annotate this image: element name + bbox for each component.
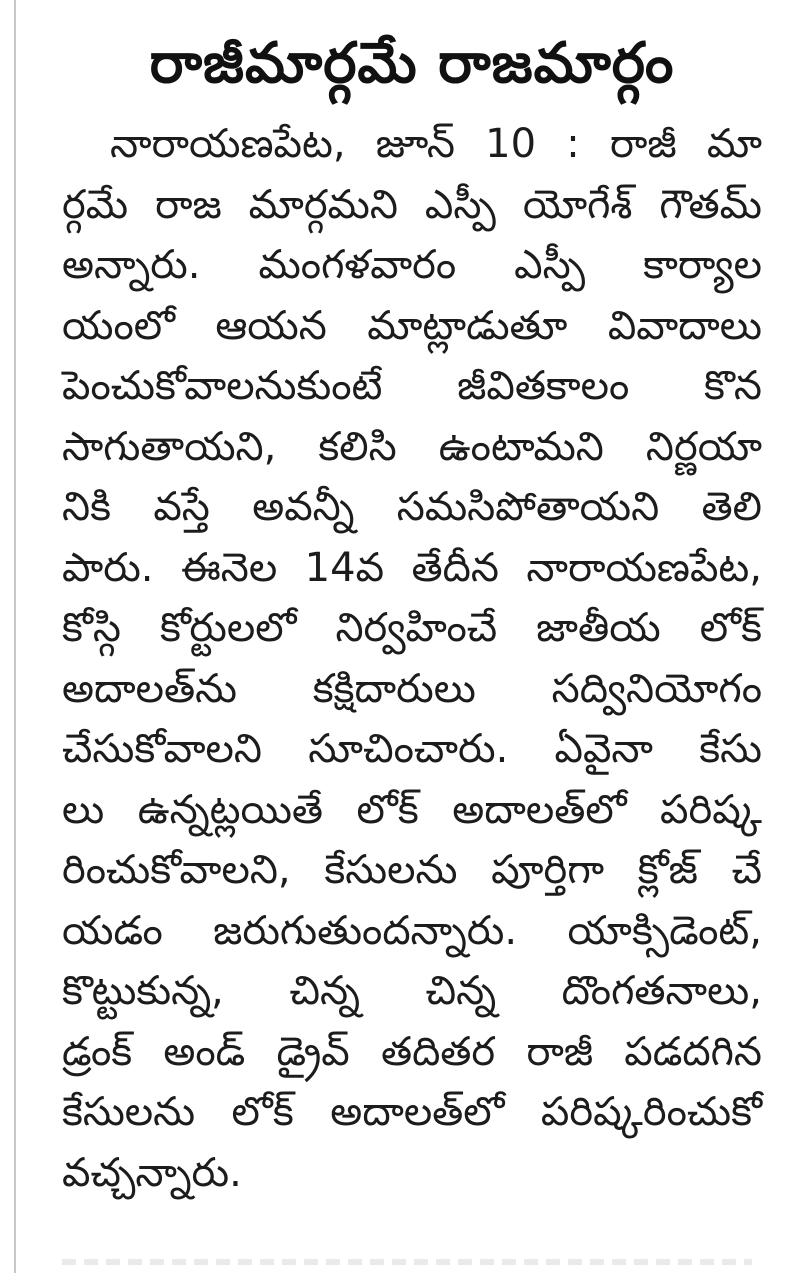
clipping-bottom-edge	[62, 1259, 752, 1265]
column-divider-rule	[14, 0, 16, 1273]
body-line: వచ్చన్నారు.	[62, 1149, 242, 1196]
body-line: యడం జరుగుతుందన్నారు. యాక్సిడెంట్,	[62, 907, 762, 954]
article	[62, 24, 762, 1203]
body-line: సాగుతాయని, కలిసి ఉంటామని నిర్ణయా	[62, 423, 762, 470]
body-line: కొట్టుకున్న, చిన్న చిన్న దొంగతనాలు,	[62, 968, 762, 1014]
body-line: లు ఉన్నట్లయితే లోక్ అదాలత్‌లో పరిష్క	[62, 786, 762, 833]
body-line: నారాయణపేట, జూన్ 10 : రాజీ మా	[110, 121, 762, 167]
body-line: పెంచుకోవాలనుకుంటే జీవితకాలం కొన	[62, 363, 762, 409]
body-line: నికి వస్తే అవన్నీ సమసిపోతాయని తెలి	[62, 484, 762, 530]
body-line: రించుకోవాలని, కేసులను పూర్తిగా క్లోజ్ చే	[62, 847, 762, 893]
body-line: పారు. ఈనెల 14వ తేదీన నారాయణపేట,	[62, 544, 762, 591]
body-line: కేసులను లోక్ అదాలత్‌లో పరిష్కరించుకో	[62, 1089, 762, 1135]
body-line: కోస్గి కోర్టులలో నిర్వహించే జాతీయ లోక్	[62, 605, 762, 651]
body-line: డ్రంక్ అండ్ డ్రైవ్ తదితర రాజీ పడదగిన	[62, 1028, 762, 1075]
article-body	[62, 114, 762, 1203]
article-headline: రాజీమార్గమే రాజమార్గం	[149, 31, 675, 96]
body-line: ర్గమే రాజ మార్గమని ఎస్పీ యోగేశ్ గౌతమ్	[62, 181, 762, 228]
body-line: అన్నారు. మంగళవారం ఎస్పీ కార్యాల	[62, 242, 762, 288]
body-line: చేసుకోవాలని సూచించారు. ఏవైనా కేసు	[62, 726, 762, 772]
body-line: అదాలత్‌ను కక్షిదారులు సద్వినియోగం	[62, 665, 762, 712]
body-line: యంలో ఆయన మాట్లాడుతూ వివాదాలు	[62, 302, 762, 349]
